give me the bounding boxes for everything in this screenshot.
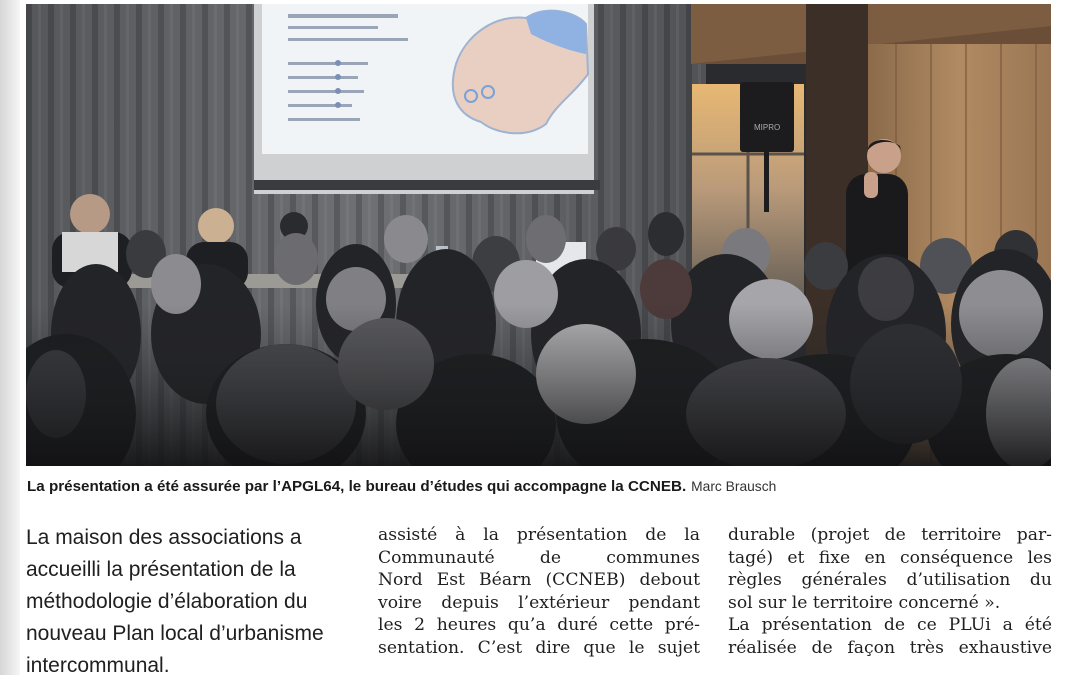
column-3-line: règles générales d’utilisation du [728, 570, 1052, 591]
article-column-2 [378, 524, 700, 660]
article-column-1 [26, 522, 331, 682]
column-3-line: durable (projet de territoire par- [728, 525, 1052, 545]
column-2-line: sentation. C’est dire que le sujet [378, 637, 700, 658]
column-1-line: nouveau Plan local d’urbanisme [26, 622, 324, 645]
caption-text: La présentation a été assurée par l’APGL64, le bureau d’études qui accompagne la CCNEB. [27, 478, 687, 495]
article-column-3 [728, 524, 1052, 660]
column-2-line: Nord Est Béarn (CCNEB) debout [378, 570, 700, 591]
column-2-line: assisté à la présentation de la [378, 525, 700, 545]
column-3-line: La présentation de ce PLUi a été [728, 615, 1052, 636]
column-1-line: accueilli la présentation de la [26, 558, 296, 581]
photo-caption [27, 477, 1057, 497]
column-1-line: méthodologie d’élaboration du [26, 590, 308, 613]
column-3-line: réalisée de façon très exhaustive [728, 637, 1052, 658]
photo-credit: Marc Brausch [691, 479, 777, 494]
photo-illustration [26, 4, 1051, 466]
audience-at-presentation-photo [26, 4, 1051, 466]
column-2-line: Communauté de communes [378, 547, 700, 568]
speaker-logo: MIPRO [754, 123, 781, 132]
page-edge-shadow [0, 0, 20, 675]
column-1-line: intercommunal. [26, 654, 170, 677]
column-2-line: les 2 heures qu’a duré cette pré- [378, 615, 700, 636]
column-3-line: sol sur le territoire concerné ». [728, 592, 1001, 613]
column-2-line: voire depuis l’extérieur pendant [378, 592, 700, 613]
column-3-line: tagé) et fixe en conséquence les [728, 547, 1052, 568]
column-1-line: La maison des associations a [26, 526, 302, 549]
